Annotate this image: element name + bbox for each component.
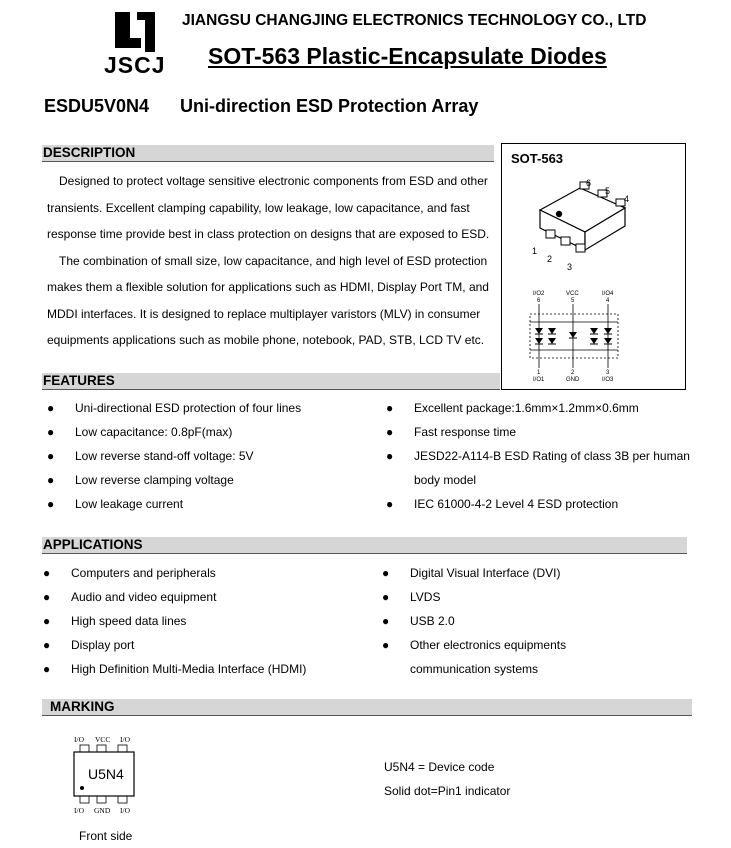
schematic-pin-number: 6 <box>537 298 541 304</box>
bullet-icon: ● <box>382 566 390 580</box>
application-item: Other electronics equipments <box>410 638 567 652</box>
description-line: The combination of small size, low capacitance, and high level of ESD protection <box>59 254 488 268</box>
bullet-icon: ● <box>386 425 394 439</box>
jscj-logo-mark <box>115 12 155 56</box>
front-side-label: Front side <box>79 829 133 843</box>
marking-pin-label: I/O <box>74 735 84 744</box>
marking-pin-label: I/O <box>74 806 84 815</box>
schematic-pin-number: 2 <box>571 370 575 376</box>
pin-number-label: 6 <box>586 178 592 188</box>
application-item: LVDS <box>410 590 441 604</box>
feature-item: Excellent package:1.6mm×1.2mm×0.6mm <box>414 401 639 415</box>
description-line: Designed to protect voltage sensitive electronic components from ESD and other <box>59 174 488 188</box>
feature-item: body model <box>414 473 477 487</box>
bullet-icon: ● <box>386 497 394 511</box>
bullet-icon: ● <box>382 614 390 628</box>
pin-number-label: 1 <box>532 246 538 256</box>
package-drawing <box>520 170 670 275</box>
feature-item: Uni-directional ESD protection of four lines <box>75 401 302 415</box>
feature-item: Low reverse clamping voltage <box>75 473 234 487</box>
application-item: High speed data lines <box>71 614 187 628</box>
application-item: communication systems <box>410 662 539 676</box>
features-heading: FEATURES <box>43 373 115 388</box>
description-line: transients. Excellent clamping capability, low leakage, low capacitance, and fast <box>47 201 470 215</box>
application-item: Display port <box>71 638 135 652</box>
package-title: SOT-563 <box>511 151 564 166</box>
schematic-pin-label: I/O1 <box>533 377 545 383</box>
bullet-icon: ● <box>47 473 55 487</box>
feature-item: Fast response time <box>414 425 517 439</box>
pin-number-label: 2 <box>547 254 553 264</box>
part-number: ESDU5V0N4 <box>44 96 150 116</box>
application-item: USB 2.0 <box>410 614 455 628</box>
part-description: Uni-direction ESD Protection Array <box>180 96 479 116</box>
bullet-icon: ● <box>43 566 51 580</box>
schematic-pin-number: 3 <box>606 370 610 376</box>
pin1-indicator-dot <box>80 786 84 790</box>
pin-number-label: 3 <box>567 262 573 272</box>
feature-item: JESD22-A114-B ESD Rating of class 3B per human <box>414 449 690 463</box>
description-line: response time provide best in class protection on designs that are exposed to ESD. <box>47 227 490 241</box>
bullet-icon: ● <box>43 590 51 604</box>
device-code-text: U5N4 <box>88 766 124 782</box>
applications-heading: APPLICATIONS <box>43 537 143 552</box>
applications-heading-bar <box>42 537 687 554</box>
marking-pin-label: VCC <box>95 735 111 744</box>
company-name: JIANGSU CHANGJING ELECTRONICS TECHNOLOGY CO., LTD <box>182 12 647 29</box>
schematic-pin-number: 1 <box>537 370 541 376</box>
schematic-pin-label: GND <box>566 377 580 383</box>
pin-number-label: 5 <box>605 186 611 196</box>
logo-text: JSCJ <box>104 52 166 78</box>
application-item: Computers and peripherals <box>71 566 216 580</box>
marking-diagram <box>70 733 140 817</box>
pin1-dot-legend: Solid dot=Pin1 indicator <box>384 784 511 798</box>
description-line: makes them a flexible solution for applications such as HDMI, Display Port TM, and <box>47 280 489 294</box>
marking-heading-bar <box>42 699 692 716</box>
device-code-legend: U5N4 = Device code <box>384 760 495 774</box>
bullet-icon: ● <box>43 662 51 676</box>
marking-pin-label: GND <box>94 806 111 815</box>
application-item: Audio and video equipment <box>71 590 217 604</box>
bullet-icon: ● <box>43 614 51 628</box>
feature-item: Low reverse stand-off voltage: 5V <box>75 449 254 463</box>
application-item: High Definition Multi-Media Interface (HDMI) <box>71 662 307 676</box>
bullet-icon: ● <box>386 401 394 415</box>
features-heading-bar <box>42 373 500 390</box>
feature-item: Low leakage current <box>75 497 184 511</box>
bullet-icon: ● <box>43 638 51 652</box>
bullet-icon: ● <box>47 497 55 511</box>
marking-pin-label: I/O <box>120 806 130 815</box>
marking-heading: MARKING <box>50 699 115 714</box>
pin-number-label: 4 <box>624 194 630 204</box>
bullet-icon: ● <box>47 425 55 439</box>
description-line: equipments applications such as mobile phone, notebook, PAD, STB, LCD TV etc. <box>47 333 485 347</box>
schematic-pin-label: VCC <box>566 291 579 297</box>
marking-pin-label: I/O <box>120 735 130 744</box>
schematic-diagram <box>520 288 630 384</box>
schematic-pin-number: 5 <box>571 298 575 304</box>
schematic-pin-label: I/O2 <box>533 291 545 297</box>
schematic-pin-number: 4 <box>606 298 610 304</box>
schematic-pin-label: I/O4 <box>602 291 614 297</box>
bullet-icon: ● <box>382 638 390 652</box>
description-heading-bar <box>42 145 494 162</box>
application-item: Digital Visual Interface (DVI) <box>410 566 561 580</box>
bullet-icon: ● <box>47 401 55 415</box>
feature-item: IEC 61000-4-2 Level 4 ESD protection <box>414 497 619 511</box>
schematic-pin-label: I/O3 <box>602 377 614 383</box>
bullet-icon: ● <box>382 590 390 604</box>
bullet-icon: ● <box>386 449 394 463</box>
description-line: MDDI interfaces. It is designed to replace multiplayer varistors (MLV) in consumer <box>47 307 481 321</box>
feature-item: Low capacitance: 0.8pF(max) <box>75 425 233 439</box>
document-title: SOT-563 Plastic-Encapsulate Diodes <box>208 43 607 69</box>
description-heading: DESCRIPTION <box>43 145 136 160</box>
bullet-icon: ● <box>47 449 55 463</box>
